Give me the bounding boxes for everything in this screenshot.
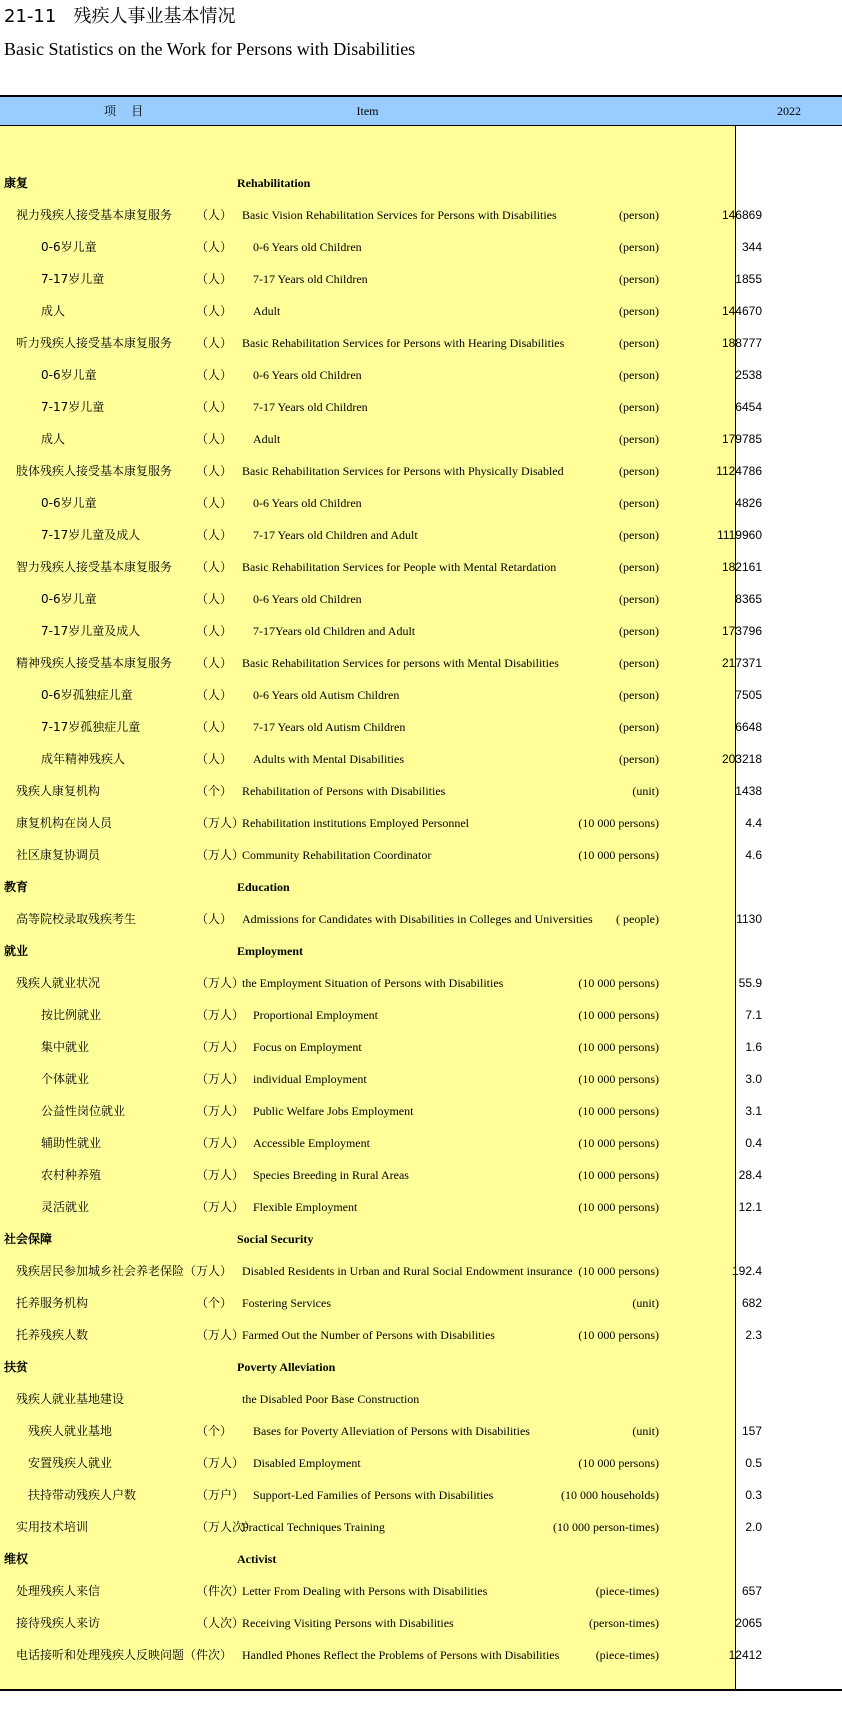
unit-en: (10 000 persons) [578, 1264, 659, 1278]
value-2022: 682 [741, 1296, 762, 1310]
table-row [0, 1447, 842, 1479]
value-2022: 2538 [735, 368, 762, 382]
value-2022: 0.3 [745, 1488, 762, 1502]
unit-en: (person) [619, 624, 659, 638]
unit-en: (10 000 persons) [578, 1136, 659, 1150]
unit-en: (person) [619, 400, 659, 414]
value-2022: 6648 [735, 720, 762, 734]
unit-en: (10 000 persons) [578, 1008, 659, 1022]
unit-cn: （万人） [196, 1008, 245, 1022]
item-label-en: Handled Phones Reflect the Problems of Persons with Disabilities [242, 1648, 560, 1662]
header-item-en: Item [356, 104, 379, 118]
unit-cn: （人） [196, 304, 233, 318]
value-2022: 0.4 [745, 1136, 762, 1150]
item-label-cn: 精神残疾人接受基本康复服务 [16, 656, 173, 670]
unit-cn: （人） [196, 912, 233, 926]
item-label-cn: 托养残疾人数 [16, 1328, 89, 1342]
item-label-en: Fostering Services [242, 1296, 331, 1310]
unit-cn: （人） [196, 720, 233, 734]
item-label-cn: 残疾人就业基地 [28, 1424, 113, 1438]
unit-en: (10 000 persons) [578, 848, 659, 862]
table-row [0, 1639, 842, 1671]
item-label-en: Community Rehabilitation Coordinator [242, 848, 432, 862]
item-label-en: 0-6 Years old Children [253, 240, 362, 254]
unit-cn: （人） [196, 624, 233, 638]
item-label-cn: 处理残疾人来信 [16, 1584, 101, 1598]
unit-cn: （人） [196, 592, 233, 606]
item-label-en: 0-6 Years old Autism Children [253, 688, 400, 702]
table-row [0, 1191, 842, 1223]
unit-en: (person) [619, 496, 659, 510]
value-2022: 188777 [721, 336, 762, 350]
unit-cn: （人） [196, 528, 233, 542]
section-label-cn: 就业 [4, 944, 29, 958]
unit-cn: （万人） [196, 1104, 245, 1118]
unit-cn: （人） [196, 336, 233, 350]
table-row [0, 231, 842, 263]
table-row [0, 391, 842, 423]
item-label-cn: 7-17岁儿童 [41, 272, 105, 286]
item-label-cn: 辅助性就业 [41, 1136, 102, 1150]
unit-en: (piece-times) [595, 1584, 659, 1598]
value-2022: 182161 [721, 560, 762, 574]
table-row [0, 903, 842, 935]
unit-cn: （个） [196, 1296, 233, 1310]
item-label-en: Rehabilitation of Persons with Disabilities [242, 784, 446, 798]
table-row [0, 1479, 842, 1511]
unit-cn: （人） [196, 496, 233, 510]
table-row [0, 327, 842, 359]
item-label-cn: 0-6岁孤独症儿童 [41, 688, 133, 702]
unit-en: (10 000 persons) [578, 976, 659, 990]
statistics-table [0, 95, 842, 1691]
table-title-cn: 21-11 残疾人事业基本情况 [4, 6, 236, 27]
section-row [0, 1351, 842, 1383]
value-2022: 179785 [721, 432, 762, 446]
item-label-en: Basic Rehabilitation Services for Persons with Hearing Disabilities [242, 336, 565, 350]
unit-cn: （万人） [196, 976, 245, 990]
section-row [0, 1223, 842, 1255]
value-2022: 203218 [721, 752, 762, 766]
item-label-cn: 7-17岁儿童 [41, 400, 105, 414]
table-row [0, 423, 842, 455]
table-row [0, 551, 842, 583]
unit-en: (person) [619, 656, 659, 670]
section-label-en: Poverty Alleviation [237, 1360, 336, 1374]
section-label-en: Activist [237, 1552, 277, 1566]
item-label-cn: 7-17岁儿童及成人 [41, 528, 141, 542]
table-row [0, 1063, 842, 1095]
value-2022: 4826 [735, 496, 762, 510]
value-2022: 55.9 [738, 976, 762, 990]
value-2022: 217371 [721, 656, 762, 670]
value-2022: 657 [741, 1584, 762, 1598]
unit-cn: （万人次） [196, 1520, 257, 1534]
item-label-cn: 电话接听和处理残疾人反映问题（件次） [16, 1648, 233, 1662]
unit-en: (unit) [632, 784, 659, 798]
item-label-en: Bases for Poverty Alleviation of Persons with Disabilities [253, 1424, 530, 1438]
unit-en: (10 000 households) [561, 1488, 659, 1502]
item-label-en: Admissions for Candidates with Disabilities in Colleges and Universities [242, 912, 593, 926]
unit-en: (person) [619, 752, 659, 766]
unit-cn: （人） [196, 208, 233, 222]
item-label-cn: 社区康复协调员 [16, 848, 101, 862]
item-label-en: Support-Led Families of Persons with Disabilities [253, 1488, 494, 1502]
header-item-cn: 项 目 [104, 104, 144, 118]
table-row [0, 295, 842, 327]
item-label-en: the Employment Situation of Persons with Disabilities [242, 976, 504, 990]
item-label-en: Species Breeding in Rural Areas [253, 1168, 409, 1182]
unit-cn: （人） [196, 432, 233, 446]
item-label-en: 7-17 Years old Autism Children [253, 720, 406, 734]
item-label-cn: 残疾人康复机构 [16, 784, 101, 798]
section-label-en: Education [237, 880, 290, 894]
unit-en: (10 000 persons) [578, 1200, 659, 1214]
table-row [0, 359, 842, 391]
unit-en: (person) [619, 464, 659, 478]
item-label-en: 7-17Years old Children and Adult [253, 624, 416, 638]
unit-en: (10 000 persons) [578, 1168, 659, 1182]
table-row [0, 711, 842, 743]
section-label-cn: 扶贫 [4, 1360, 29, 1374]
unit-en: (person) [619, 688, 659, 702]
item-label-cn: 成年精神残疾人 [41, 752, 126, 766]
value-2022: 28.4 [738, 1168, 762, 1182]
unit-cn: （万人） [196, 848, 245, 862]
header-year: 2022 [777, 104, 801, 118]
unit-cn: （人） [196, 560, 233, 574]
item-label-en: Rehabilitation institutions Employed Personnel [242, 816, 469, 830]
table-body [0, 167, 842, 1671]
unit-cn: （万户） [196, 1488, 245, 1502]
value-2022: 1855 [735, 272, 762, 286]
unit-cn: （人） [196, 464, 233, 478]
value-2022: 173796 [721, 624, 762, 638]
value-2022: 12412 [728, 1648, 762, 1662]
item-label-cn: 扶持带动残疾人户数 [28, 1488, 137, 1502]
value-2022: 1130 [736, 912, 762, 926]
section-row [0, 1543, 842, 1575]
section-row [0, 871, 842, 903]
item-label-en: Disabled Employment [253, 1456, 361, 1470]
table-row [0, 263, 842, 295]
unit-cn: （人） [196, 688, 233, 702]
unit-en: (10 000 person-times) [553, 1520, 659, 1534]
item-label-cn: 托养服务机构 [16, 1296, 89, 1310]
item-label-en: Practical Techniques Training [242, 1520, 385, 1534]
unit-cn: （万人） [196, 1136, 245, 1150]
value-2022: 1124786 [716, 464, 762, 478]
item-label-en: Farmed Out the Number of Persons with Disabilities [242, 1328, 495, 1342]
table-row [0, 487, 842, 519]
unit-cn: （个） [196, 1424, 233, 1438]
item-label-en: 7-17 Years old Children [253, 400, 368, 414]
item-label-cn: 安置残疾人就业 [28, 1456, 113, 1470]
unit-cn: （件次） [196, 1584, 245, 1598]
value-2022: 3.0 [745, 1072, 762, 1086]
value-2022: 6454 [735, 400, 762, 414]
title-block [4, 6, 834, 60]
item-label-en: 7-17 Years old Children [253, 272, 368, 286]
item-label-en: Flexible Employment [253, 1200, 358, 1214]
item-label-en: Basic Rehabilitation Services for People with Mental Retardation [242, 560, 557, 574]
unit-en: (person) [619, 592, 659, 606]
table-row [0, 455, 842, 487]
table-row [0, 679, 842, 711]
item-label-cn: 实用技术培训 [16, 1520, 89, 1534]
unit-en: (person) [619, 720, 659, 734]
item-label-cn: 7-17岁儿童及成人 [41, 624, 141, 638]
unit-en: (person) [619, 208, 659, 222]
item-label-cn: 0-6岁儿童 [41, 496, 97, 510]
item-label-en: Adults with Mental Disabilities [253, 752, 404, 766]
item-label-en: Receiving Visiting Persons with Disabilities [242, 1616, 454, 1630]
item-label-cn: 成人 [41, 304, 66, 318]
item-label-en: Basic Vision Rehabilitation Services for Persons with Disabilities [242, 208, 557, 222]
unit-cn: （万人） [196, 816, 245, 830]
table-row [0, 519, 842, 551]
table-row [0, 967, 842, 999]
item-label-en: Accessible Employment [253, 1136, 370, 1150]
section-label-en: Employment [237, 944, 303, 958]
item-label-en: Letter From Dealing with Persons with Disabilities [242, 1584, 488, 1598]
value-2022: 7505 [735, 688, 762, 702]
table-row [0, 1575, 842, 1607]
table-header [0, 97, 842, 126]
table-row [0, 839, 842, 871]
value-2022: 3.1 [745, 1104, 762, 1118]
table-row [0, 1383, 842, 1415]
unit-cn: （万人） [196, 1072, 245, 1086]
item-label-en: 7-17 Years old Children and Adult [253, 528, 418, 542]
table-row [0, 743, 842, 775]
unit-cn: （人） [196, 752, 233, 766]
unit-en: (person) [619, 528, 659, 542]
item-label-cn: 视力残疾人接受基本康复服务 [16, 208, 173, 222]
value-2022: 4.6 [745, 848, 762, 862]
item-label-en: 0-6 Years old Children [253, 592, 362, 606]
unit-en: (person) [619, 368, 659, 382]
table-row [0, 1255, 842, 1287]
table-row [0, 1031, 842, 1063]
section-label-cn: 康复 [4, 176, 29, 190]
item-label-en: Public Welfare Jobs Employment [253, 1104, 414, 1118]
item-label-en: Disabled Residents in Urban and Rural Social Endowment insurance [242, 1264, 573, 1278]
unit-en: (person) [619, 272, 659, 286]
unit-en: (person) [619, 432, 659, 446]
unit-cn: （万人） [196, 1040, 245, 1054]
item-label-cn: 个体就业 [41, 1072, 90, 1086]
section-row [0, 935, 842, 967]
table-title-en: Basic Statistics on the Work for Persons with Disabilities [4, 39, 416, 59]
unit-cn: （万人） [196, 1168, 245, 1182]
unit-en: (piece-times) [595, 1648, 659, 1662]
item-label-cn: 听力残疾人接受基本康复服务 [16, 336, 173, 350]
unit-en: (10 000 persons) [578, 1328, 659, 1342]
unit-en: (person) [619, 560, 659, 574]
section-row [0, 167, 842, 199]
table-row [0, 1511, 842, 1543]
table-bottom-rule [0, 1689, 842, 1691]
table-row [0, 583, 842, 615]
unit-en: (unit) [632, 1296, 659, 1310]
table-row [0, 1287, 842, 1319]
item-label-cn: 肢体残疾人接受基本康复服务 [16, 464, 173, 478]
section-label-en: Rehabilitation [237, 176, 311, 190]
table-row [0, 1415, 842, 1447]
table-row [0, 1159, 842, 1191]
item-label-cn: 0-6岁儿童 [41, 368, 97, 382]
unit-cn: （人） [196, 368, 233, 382]
value-2022: 1438 [735, 784, 762, 798]
value-2022: 2065 [735, 1616, 762, 1630]
item-label-cn: 灵活就业 [41, 1200, 90, 1214]
item-label-cn: 7-17岁孤独症儿童 [41, 720, 141, 734]
item-label-cn: 按比例就业 [41, 1008, 102, 1022]
unit-en: (10 000 persons) [578, 816, 659, 830]
item-label-en: Adult [253, 304, 281, 318]
value-2022: 157 [741, 1424, 762, 1438]
unit-cn: （人次） [196, 1616, 245, 1630]
section-label-cn: 社会保障 [4, 1232, 53, 1246]
unit-cn: （个） [196, 784, 233, 798]
table-row [0, 775, 842, 807]
item-label-cn: 农村种养殖 [41, 1168, 102, 1182]
item-label-en: Basic Rehabilitation Services for Persons with Physically Disabled [242, 464, 564, 478]
value-2022: 144670 [721, 304, 762, 318]
section-label-en: Social Security [237, 1232, 314, 1246]
unit-cn: （万人） [196, 1328, 245, 1342]
item-label-cn: 智力残疾人接受基本康复服务 [16, 560, 173, 574]
value-2022: 1.6 [745, 1040, 762, 1054]
unit-en: (10 000 persons) [578, 1104, 659, 1118]
unit-en: (10 000 persons) [578, 1072, 659, 1086]
item-label-cn: 公益性岗位就业 [41, 1104, 126, 1118]
section-label-cn: 维权 [4, 1552, 29, 1566]
item-label-en: Focus on Employment [253, 1040, 362, 1054]
table-row [0, 647, 842, 679]
unit-cn: （人） [196, 400, 233, 414]
value-2022: 1119960 [717, 528, 762, 542]
item-label-cn: 集中就业 [41, 1040, 90, 1054]
value-2022: 4.4 [745, 816, 762, 830]
item-label-cn: 残疾人就业状况 [16, 976, 101, 990]
unit-cn: （人） [196, 272, 233, 286]
value-2022: 0.5 [745, 1456, 762, 1470]
item-label-cn: 成人 [41, 432, 66, 446]
unit-en: (person) [619, 304, 659, 318]
value-2022: 2.0 [745, 1520, 762, 1534]
unit-cn: （人） [196, 240, 233, 254]
table-row [0, 1319, 842, 1351]
table-row [0, 807, 842, 839]
item-label-cn: 残疾居民参加城乡社会养老保险（万人） [16, 1264, 233, 1278]
table-row [0, 999, 842, 1031]
unit-en: ( people) [616, 912, 659, 926]
value-2022: 2.3 [745, 1328, 762, 1342]
value-2022: 344 [741, 240, 762, 254]
section-label-cn: 教育 [4, 880, 29, 894]
item-label-en: Proportional Employment [253, 1008, 378, 1022]
unit-en: (10 000 persons) [578, 1456, 659, 1470]
item-label-cn: 康复机构在岗人员 [16, 816, 113, 830]
value-2022: 7.1 [745, 1008, 762, 1022]
item-label-cn: 残疾人就业基地建设 [16, 1392, 125, 1406]
unit-en: (person) [619, 240, 659, 254]
item-label-en: 0-6 Years old Children [253, 368, 362, 382]
table-row [0, 199, 842, 231]
item-label-en: 0-6 Years old Children [253, 496, 362, 510]
unit-en: (unit) [632, 1424, 659, 1438]
table-row [0, 1127, 842, 1159]
value-2022: 146869 [721, 208, 762, 222]
item-label-en: individual Employment [253, 1072, 367, 1086]
item-label-cn: 接待残疾人来访 [16, 1616, 101, 1630]
value-2022: 8365 [735, 592, 762, 606]
item-label-cn: 0-6岁儿童 [41, 592, 97, 606]
value-2022: 192.4 [731, 1264, 762, 1278]
item-label-cn: 高等院校录取残疾考生 [16, 912, 137, 926]
table-row [0, 1095, 842, 1127]
item-label-cn: 0-6岁儿童 [41, 240, 97, 254]
table-row [0, 1607, 842, 1639]
table-row [0, 615, 842, 647]
item-label-en: Basic Rehabilitation Services for persons with Mental Disabilities [242, 656, 559, 670]
unit-en: (10 000 persons) [578, 1040, 659, 1054]
unit-en: (person-times) [589, 1616, 659, 1630]
item-label-en: Adult [253, 432, 281, 446]
unit-cn: （人） [196, 656, 233, 670]
unit-cn: （万人） [196, 1456, 245, 1470]
value-2022: 12.1 [738, 1200, 762, 1214]
item-label-en: the Disabled Poor Base Construction [242, 1392, 420, 1406]
unit-cn: （万人） [196, 1200, 245, 1214]
unit-en: (person) [619, 336, 659, 350]
